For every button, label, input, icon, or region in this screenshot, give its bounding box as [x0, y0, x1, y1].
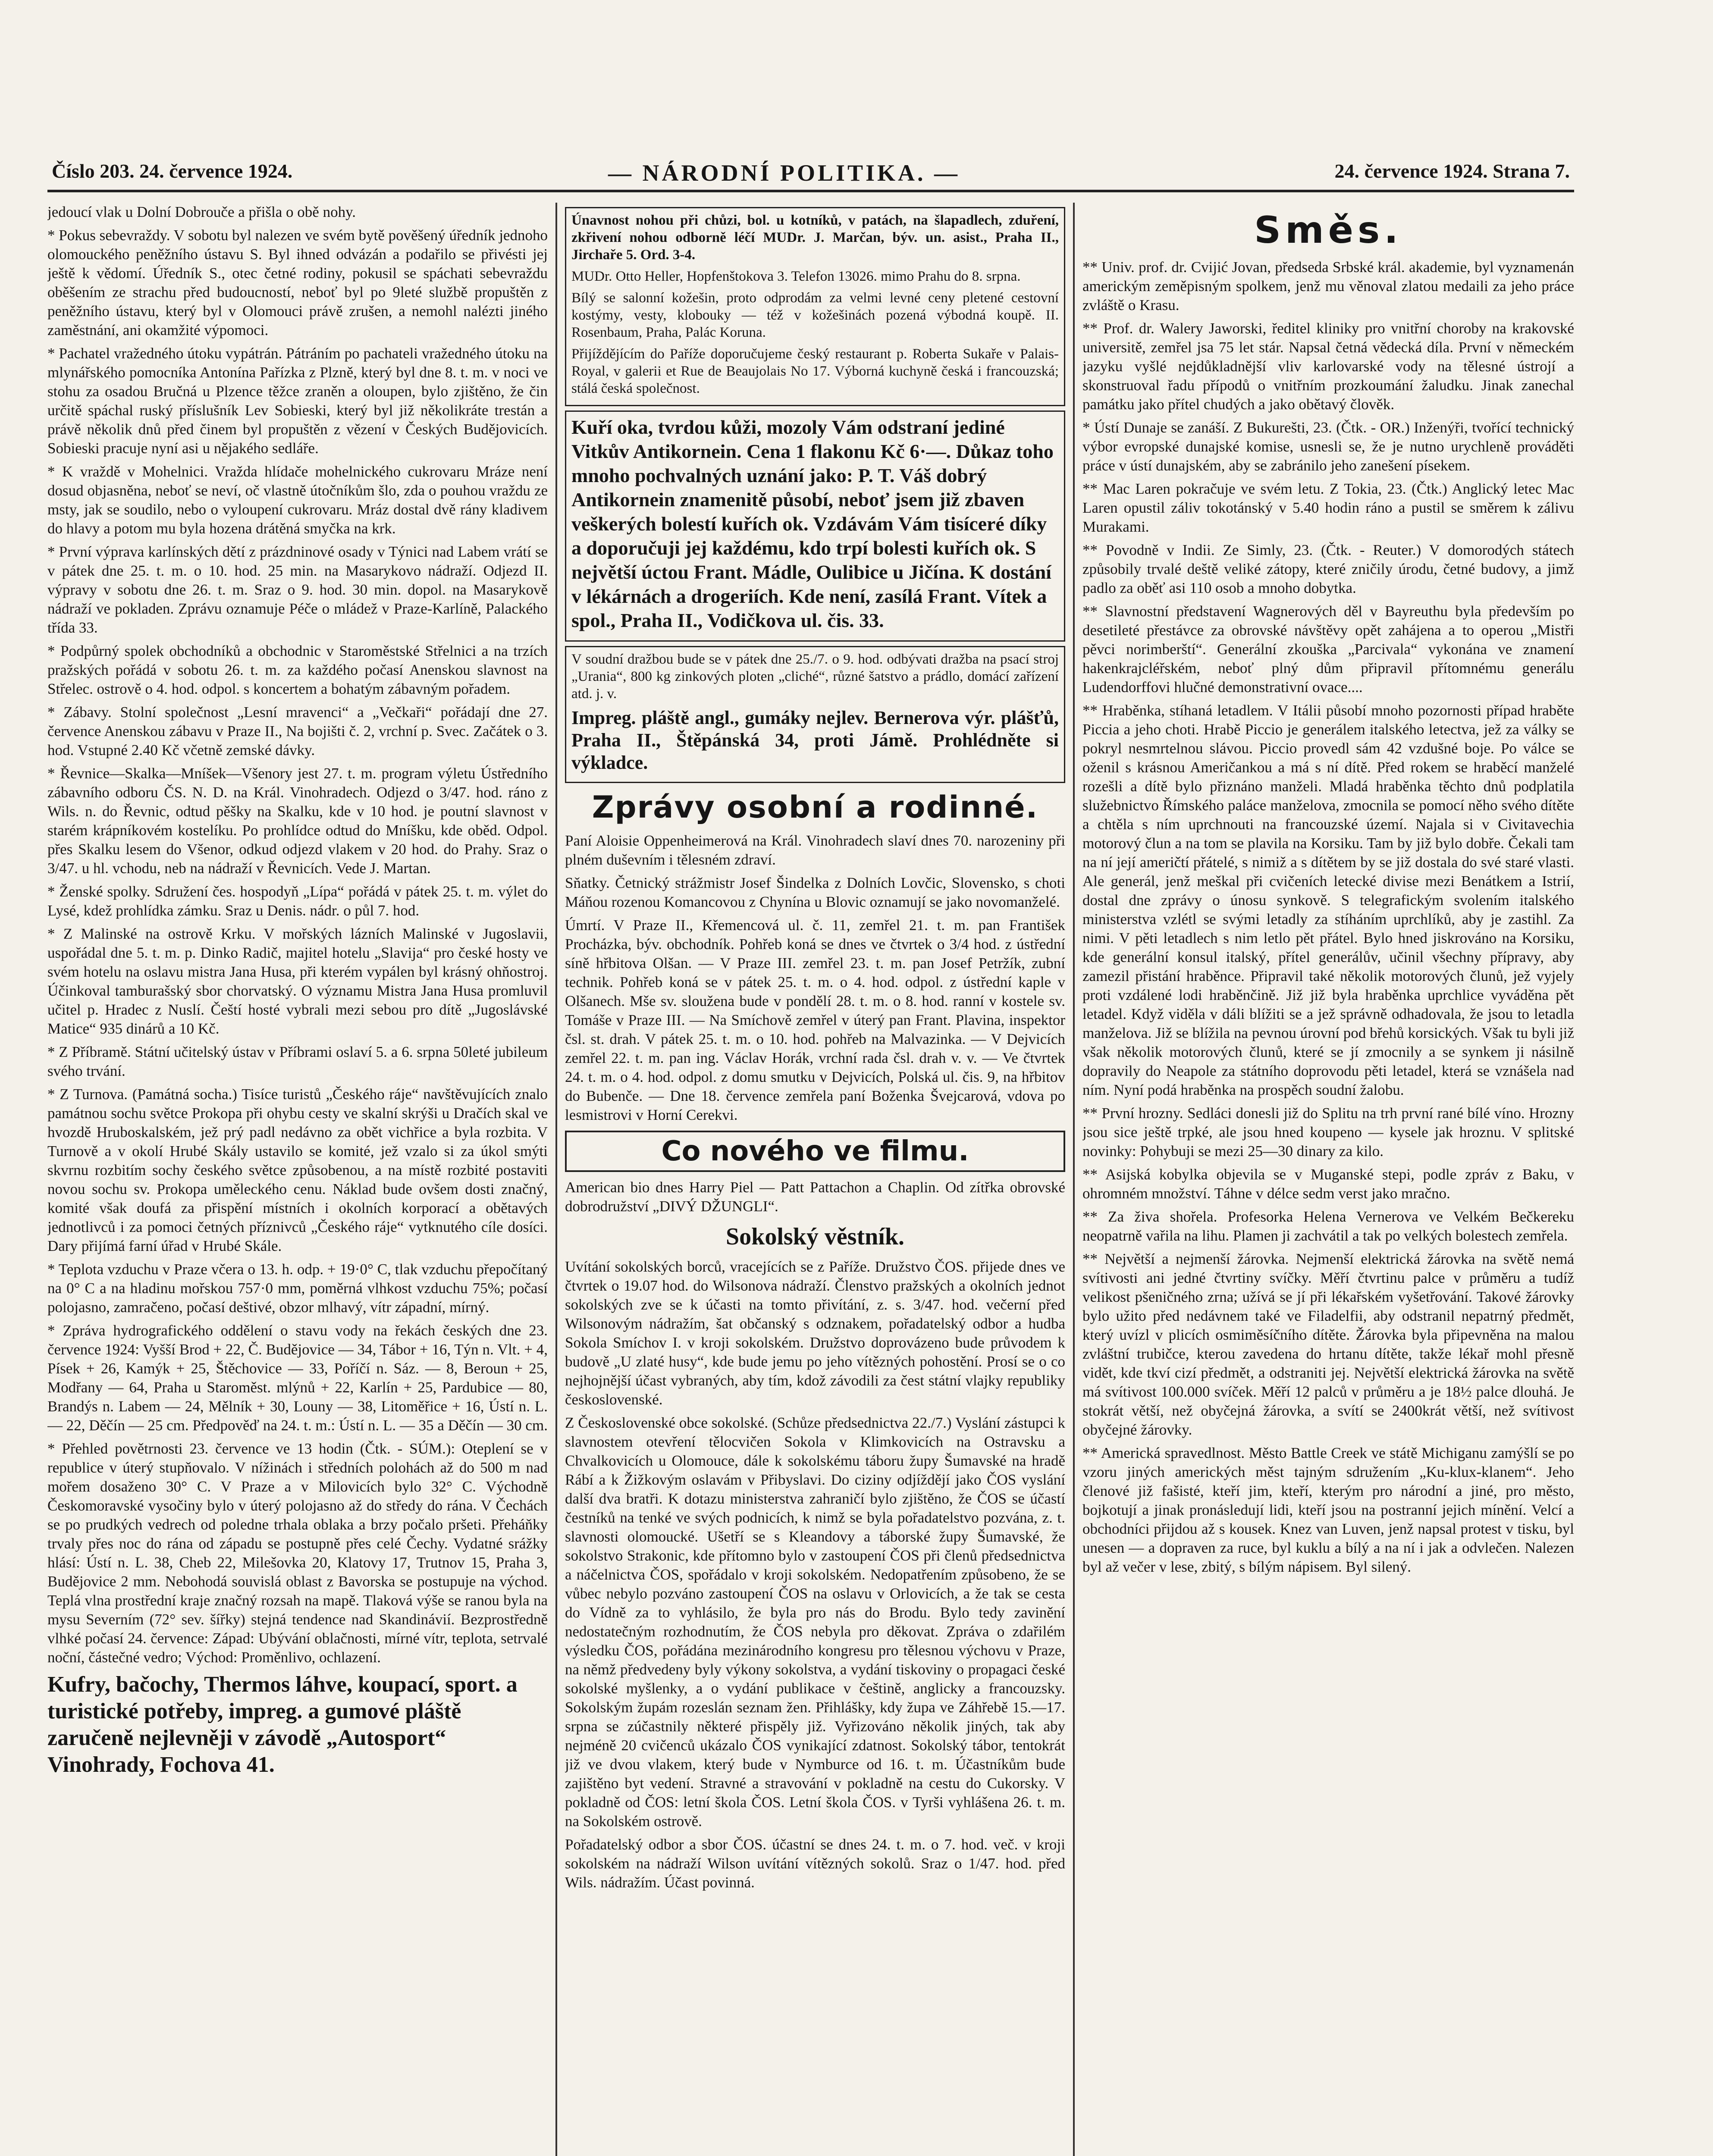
article: * Řevnice—Skalka—Mníšek—Všenory jest 27. t. m. program výletu Ústředního zábavního odboru ČS. N. D. na Král. Vinohradech. Odjezd o 3/47. hod. ráno z Wils. n. do Řevnic, odtud pěšky na Skalku, kde v 10 hod. je poutní slavnost v starém krápníkovém kostelíku. Po prohlídce odtud do Mníšku, kde oběd. Odpol. přes Skalku lesem do Všenor, odkud odjezd vlakem v 20 hod. do Prahy. Sraz o 3/47. u hl. vchodu, neb na nádraží v Řevnicích. Vede J. Martan.: [47, 765, 548, 877]
column-rule: [1073, 203, 1075, 2156]
article: * Z Příbramě. Státní učitelský ústav v Příbrami oslaví 5. a 6. srpna 50leté jubileum svého trvání.: [47, 1044, 548, 1079]
classified-ads: [565, 646, 1065, 783]
article: ** Americká spravedlnost. Město Battle Creek ve státě Michiganu zamýšlí se po vzoru jiných amerických měst tajným sdružením „Ku-klux-klanem“. Jeho členové již fašisté, kteří jim, kteří, kterým pro národní a jiné, pro město, bojkotují a jinak pronásledují lidi, kteří jsou na postranní jejich mínění. Velcí a obchodníci přijdou až s kousek. Knez van Luven, jenž napsal protest v tisku, byl unesen — a dopraven za ruce, byl kuklu a bílý a na ní i jak a odvlečen. Nalezen byl až večer v lese, zbitý, s bílým nápisem. Byl silený.: [1082, 1445, 1574, 1575]
article: * První výprava karlínských dětí z prázdninové osady v Týnici nad Labem vrátí se v pátek dne 25. t. m. o 10. hod. 25 min. na Masarykovo nádraží. Odjezd II. výpravy v sobotu dne 26. t. m. Sraz o 9. hod. 30 min. dopol. na Masarykově nádraží ve pokladen. Zprávu oznamuje Péče o mládež v Praze-Karlíně, Palackého třída 33.: [47, 543, 548, 636]
issue-info: Číslo 203. 24. července 1924.: [52, 160, 293, 182]
article: American bio dnes Harry Piel — Patt Pattachon a Chaplin. Od zítřka obrovské dobrodružství „DIVÝ DŽUNGLI“.: [565, 1179, 1065, 1215]
newspaper-page: [47, 155, 1574, 2156]
advertisement-antikornein: [565, 411, 1065, 642]
article: ** Mac Laren pokračuje ve svém letu. Z Tokia, 23. (Čtk.) Anglický letec Mac Laren opustil záliv tokotánský v 5.40 hodin ráno a pustil se směrem k zálivu Murakami.: [1082, 480, 1574, 535]
article: * K vraždě v Mohelnici. Vražda hlídače mohelnického cukrovaru Mráze není dosud objasněna, neboť se neví, oč vlastně útočníkům šlo, zda o pouhou vraždu ze msty, jak se soudilo, nebo o vyloupení cukrovaru. Mráz dostal dvě rány kladivem do hlavy a potom mu byla hozena drátěná smyčka na krk.: [47, 463, 548, 537]
classified-ad: MUDr. Otto Heller, Hopfenštokova 3. Telefon 13026. mimo Prahu do 8. srpna.: [571, 269, 1021, 284]
article: Úmrtí. V Praze II., Křemencová ul. č. 11, zemřel 21. t. m. pan František Procházka, býv. obchodník. Pohřeb koná se dnes ve čtvrtek o 3/4 hod. z ústřední síně hřbitova Olšan. — V Praze III. zemřel 23. t. m. pan Josef Petržík, zubní technik. Pohřeb koná se v pátek 25. t. m. o 4. hod. odpol. z ústřední kaple v Olšanech. Mše sv. sloužena bude v pondělí 28. t. m. o 8. hod. ranní v kostele sv. Tomáše v Praze III. — Na Smíchově zemřel v úterý pan Frant. Plavina, inspektor čsl. st. drah. V pátek 25. t. m. o 10. hod. pohřeb na Malvazinka. — V Dejvicích zemřel 22. t. m. pan ing. Václav Horák, vrchní rada čsl. drah v. v. — Ve čtvrtek 24. t. m. o 4. hod. odpol. z domu smutku v Dejvicích, Polská ul. čis. 9, na hřbitov do Bubenče. — Dne 18. července zemřela paní Boženka Švejcarová, vdova po lesmistrovi v Horní Cerekvi.: [565, 917, 1065, 1123]
article: Pořadatelský odbor a sbor ČOS. účastní se dnes 24. t. m. o 7. hod. več. v kroji sokolském na nádraží Wilson uvítání vítězných sokolů. Sraz o 1/47. hod. před Wils. nádražím. Účast povinná.: [565, 1836, 1065, 1891]
classified-ad: Bílý se salonní kožešin, proto odprodám za velmi levné ceny pletené cestovní kostýmy, vesty, klobouky — též v kožešinách pozená výbodná koupě. II. Rosenbaum, Praha, Palác Koruna.: [571, 290, 1059, 340]
article: ** Slavnostní představení Wagnerových děl v Bayreuthu byla především po desetileté přestávce za obrovské návštěvy opět zahájena a to operou „Mistři pěvci norimberští“. Generální zkouška „Parcivala“ vykonána ve znamení hakenkrajcléřském, neboť plný dům připravil přítomnému generálu Ludendorffovi hlučné demonstrativní ovace....: [1082, 603, 1574, 696]
article: ** Asijská kobylka objevila se v Muganské stepi, podle zpráv z Baku, v ohromném množství. Táhne v délce sedm verst jako mračno.: [1082, 1166, 1574, 1202]
article: * Z Malinské na ostrově Krku. V mořských lázních Malinské v Jugoslavii, uspořádal dne 5. t. m. p. Dinko Radič, majitel hotelu „Slavija“ pro české hosty ve svém hotelu na oslavu mistra Jana Husa, při kterém vypálen byl krásný ohňostroj. Účinkoval tamburašský sbor chorvatský. O významu Mistra Jana Husa promluvil učitel p. Hradec z Nuslí. Čeští hosté vybrali mezi sebou pro dítě „Jugoslávské Matice“ 935 dinárů a 10 Kč.: [47, 925, 548, 1037]
section-heading-film: Co nového ve filmu.: [565, 1131, 1065, 1172]
ad-text: Kuří oka, tvrdou kůži, mozoly Vám odstraní jediné Vitkův Antikornein. Cena 1 flakonu Kč 6·—. Důkaz toho mnoho pochvalných uznání jako: P. T. Váš dobrý Antikornein znamenitě působí, neboť jsem již zbaven veškerých bolestí kuřích ok. Vzdávám Vám tisíceré díky a doporučuji jej každému, kdo trpí bolesti kuřích ok. S největší úctou Frant. Mádle, Oulibice u Jičína. K dostání v lékárnách a drogeriích. Kde není, zasílá Frant. Vítek a spol., Praha II., Vodičkova ul. čis. 33.: [571, 416, 1054, 631]
article: ** Za živa shořela. Profesorka Helena Vernerova ve Velkém Bečkereku neopatrně vařila na lihu. Plamen ji zachvátil a tak po velkých bolestech zemřela.: [1082, 1208, 1574, 1244]
article: * Pachatel vražedného útoku vypátrán. Pátráním po pachateli vražedného útoku na mlynářského pomocníka Antonína Pařízka z Plzně, který byl dne 8. t. m. v noci ve stohu za osadou Bručná u Plzence těžce zraněn a oloupen, bylo zjištěno, že čin určitě spáchal ruský příslušník Lev Sobieski, který byl již několikráte trestán a právě několik dnů před činem byl propuštěn z vězení v Českých Budějovicích. Sobieski pracuje nyní asi u nějakého sedláře.: [47, 345, 548, 457]
article: Uvítání sokolských borců, vracejících se z Paříže. Družstvo ČOS. přijede dnes ve čtvrtek o 19.07 hod. do Wilsonova nádraží. Členstvo pražských a okolních jednot sokolských zve se k účasti na tomto přivítání, z. s. 3/47. hod. večerní před Wilsonovým nádražím, šat občanský s odznakem, pořadatelský odbor a hudba Sokola Smíchov I. v kroji sokolském. Družstvo doprovázeno bude průvodem k budově „U zlaté husy“, kde bude jemu po jeho vítězných pohostění. Prosí se o co nejhojnější účast vybraných, aby tím, kdož závodili za čest státní vlajky republiky československé.: [565, 1258, 1065, 1408]
article: ** První hrozny. Sedláci donesli již do Splitu na trh první rané bílé víno. Hrozny jsou sice ještě trpké, ale jsou hned koupeno — kysele jak hroznu. V splitské novinky: Pohybuji se mezi 25—30 dinary za kilo.: [1082, 1105, 1574, 1159]
article: * Pokus sebevraždy. V sobotu byl nalezen ve svém bytě pověšený úředník jednoho olomouckého peněžního ústavu S. Byl ihned odvázán a podařilo se přivésti jej ještě k vědomí. Úředník S., otec četné rodiny, pokusil se spáchati sebevraždu oběšením ze strachu před budoucností, neboť byl po 9leté službě propuštěn z peněžního ústavu, který byl v Olomouci právě zrušen, a nemohl nalézti jiného zaměstnání, ani okamžité výpomoci.: [47, 227, 548, 338]
article: Sňatky. Četnický strážmistr Josef Šindelka z Dolních Lovčic, Slovensko, s choti Máňou rozenou Komancovou z Chynína u Blovic oznamují se jako novomanželé.: [565, 874, 1065, 910]
masthead: [47, 155, 1574, 192]
section-heading-sokol: Sokolský věstník.: [726, 1223, 904, 1250]
article: * Zábavy. Stolní společnost „Lesní mravenci“ a „Večkaři“ pořádají dne 27. července Anenskou zábavu v Praze II., Na bojišti č. 2, vrchní p. Svec. Začátek o 3. hod. Vstupné 2.40 Kč včetně zemské dávky.: [47, 704, 548, 758]
article: * Teplota vzduchu v Praze včera o 13. h. odp. + 19·0° C, tlak vzduchu přepočítaný na 0° C a na hladinu mořskou 757·0 mm, poměrná vlhkost vzduchu 75%; počasí polojasno, zamračeno, počasí deštivé, obzor mlhavý, vítr západní, mírný.: [47, 1261, 548, 1316]
article: ** Prof. dr. Walery Jaworski, ředitel kliniky pro vnitřní choroby na krakovské universitě, zemřel jsa 75 let stár. Napsal četná vědecká díla. První v německém jazyku vyšlé nejdůkladnější vliv karlovarské vody na tělesné ústrojí a skonstruoval řadu přípodů o vnitřním prozkoumání žaludku. Jinak zanechal památku jako přítel chudých a jako obětavý člověk.: [1082, 320, 1574, 413]
classified-ad: Impreg. pláště angl., gumáky nejlev. Bernerova výr. plášťů, Praha II., Štěpánská 34, proti Jámě. Prohlédněte si výkladce.: [571, 707, 1059, 773]
article: * Podpůrný spolek obchodníků a obchodnic v Staroměstské Střelnici a na trzích pražských pořádá v sobotu 26. t. m. za každého počasí Anenskou slavnost na Střelec. ostrově o 4. hod. odpol. s koncertem a bohatým zábavným pořadem.: [47, 642, 548, 697]
article: ** Největší a nejmenší žárovka. Nejmenší elektrická žárovka na světě nemá svítivosti ani jedné čtvrtiny svíčky. Měří čtvrtinu palce v průměru a tudíž velikost pšeničného zrna; užívá se jí při lékařském vyšetřování. Takové žárovky bylo užito před nedávnem také ve Filadelfii, aby odstranil nepatrný předmět, který uvízl v plicích osmiměsíčního dítěte. Žárovka byla připevněna na malou zvláštní trubičce, kterou zavedena do hrtanu dítěte, takže lékař mohl přesně vidět, kde tkví cizí předmět, a odstraniti jej. Největší elektrická žárovka na světě má svítivost 100.000 svíček. Měří 12 palců v průměru a je 18½ palce dlouhá. Je stokrát větší, než obyčejná žárovka, a svítí se 2400krát větší, než svítivost obyčejné žárovky.: [1082, 1250, 1574, 1438]
classified-ad: Přijíždějícím do Paříže doporučujeme český restaurant p. Roberta Sukaře v Palais-Royal, v galerii et Rue de Beaujolais No 17. Výborná kuchyně česká i francouzská; stálá česká společnost.: [571, 346, 1059, 396]
article: * Ženské spolky. Sdružení čes. hospodyň „Lípa“ pořádá v pátek 25. t. m. výlet do Lysé, kdež prohlídka zámku. Sraz u Denis. nádr. o půl 7. hod.: [47, 883, 548, 919]
article: * Zpráva hydrografického oddělení o stavu vody na řekách českých dne 23. července 1924: Vyšší Brod + 22, Č. Budějovice — 34, Tábor + 16, Týn n. Vlt. + 4, Písek + 26, Kamýk + 25, Štěchovice — 33, Poříčí n. Sáz. — 8, Beroun + 25, Modřany — 64, Praha u Staroměst. mlýnů + 22, Karlín + 25, Pardubice — 80, Brandýs n. Labem — 24, Mělník + 30, Louny — 38, Litoměřice + 16, Ústí n. L. — 22, Děčín — 25 cm. Předpověď na 24. t. m.: Ústí n. L. — 35 a Děčín — 30 cm.: [47, 1322, 548, 1434]
article: * Ústí Dunaje se zanáší. Z Bukurešti, 23. (Čtk. - OR.) Inženýři, tvořící technický výbor evropské dunajské komise, usnesli se, že je nutno urychleně prováděti práce v ústí dunajském, aby se zabránilo jeho zanešení písekem.: [1082, 419, 1574, 474]
article: jedoucí vlak u Dolní Dobrouče a přišla o obě nohy.: [47, 204, 356, 220]
classified-ads: [565, 207, 1065, 406]
article: * Přehled povětrnosti 23. července ve 13 hodin (Čtk. - SÚM.): Oteplení se v republice v úterý stupňovalo. V nížinách i středních polohách až do 500 m nad mořem dosaženo 30° C. V Praze a v Milovicích bylo 32° C. Východně Českomoravské vysočiny bylo v úterý polojasno až do středy do rána. V Čechách se po prudkých vedrech od poledne trhala oblaka a brzy počalo pršeti. Přeháňky trvaly přes noc do rána od západu se postupně přes celé Čechy. Vydatné srážky hlásí: Ústí n. L. 38, Cheb 22, Milešovka 20, Klatovy 17, Trutnov 15, Praha 3, Budějovice 2 mm. Nebohodá souvislá oblast z Bavorska se postupuje na východ. Teplá vlna prostřední kraje značný rozsah na mapě. Tlaková výše se ranou byla na mysu Severním (72° sev. šířky) stejná tendence nad Skandinávií. Bezprostředně vlhké počasí 24. července: Západ: Ubývání oblačnosti, mírné vítr, teplota, setrvalé noční, částečné vedro; Východ: Proměnlivo, ochlazení.: [47, 1440, 548, 1666]
article: * Z Turnova. (Památná socha.) Tisíce turistů „Českého ráje“ navštěvujících znalo památnou sochu světce Prokopa při ohybu cesty ve skalní skrýši u Dračích skal ve hvozdě Hruboskalském, jež prý padl nedávno za obět vichřice a byla rozbita. V Turnově a v okolí Hrubé Skály ustavilo se komité, jež vzalo si za úkol smýti skvrnu rozbitím sochy českého světce způsobenou, a na místě rozbité postaviti novou sochu sv. Prokopa uměleckého cenu. Náklad bude ovšem dosti značný, komité však doufá za přispění místních i okolních korporací a obětavých jednotlivců i za pomoci četných příznivců „Českého ráje“ vytknutého cíle dosíci. Dary přijímá farní úřad v Hrubé Skále.: [47, 1086, 548, 1254]
section-heading-personal: Zprávy osobní a rodinné.: [592, 790, 1038, 825]
article: Z Československé obce sokolské. (Schůze předsednictva 22./7.) Vyslání zástupci k slavnostem otevření tělocvičen Sokola v Klimkovicích na Ostravsku a Chvalkovicích u Olomouce, dále k sokolskému táboru župy Šumavské na hradě Rábí a k Žižkovým oslavám v Přibyslavi. Do ciziny odjíždějí jako ČOS vyslání další dva bratři. K dotazu ministerstva zahraničí bylo zjištěno, že ČOS se účastí čestníků na tenké ve svých podnicích, k nimž se byla pořadatelstvo pozvána, z. t. slavnosti olomoucké. Ušetří se s Kleandovy a táborské župy Šumavské, že sokolstvo Strakonic, kde přítomno bylo v zastoupení ČOS při členů předsednictva a náčelnictva ČOS, spořádalo v kroji sokolském. Nedopatřením způsobeno, že se vůbec nebylo pozváno zastoupení ČOS na oslavu v Orlovicích, a že tak se cesta do Vídně za to vyhlásilo, že byla pro nás do Brodu. Bylo tedy zavinění nedostatečným rozhodnutím, že ČOS nebyla pro děkovat. Zpráva o zdařilém výsledku ČOS, pořádána mezinárodního kongresu pro tělesnou výchovu v Praze, na němž předvedeny byly výkony sokolstva, a vydání tiskoviny o propagaci české sokolské myšlenky, a o vydání publikace v češtině, anglicky a francouzsky. Sokolským župám rozeslán seznam žen. Přihlášky, kdy župa ve Záhřebě 15.—17. srpna se zúčastnily některé přispěly již. Vyřizováno několik jiných, tak aby nejméně 20 cvičenců ukázalo ČOS vynikající zdatnost. Sokolský tábor, tentokrát již ve dvou vlakem, který bude v Nymburce od 16. t. m. Účastníkům bude zajištěno byt vedení. Stravné a stravování v pokladně na cestu do Cukorsky. V pokladně od ČOS: letní škola ČOS. Letní škola ČOS. v Tyrši vyhlášena 26. t. m. na Sokolském ostrově.: [565, 1414, 1065, 1830]
classified-ad: V soudní dražbou bude se v pátek dne 25./7. o 9. hod. odbývati dražba na psací stroj „Urania“, 800 kg zinkových ploten „cliché“, různé šatstvo a prádlo, domácí zařízení atd. j. v.: [571, 652, 1059, 702]
section-heading-smes: Směs.: [1254, 209, 1402, 252]
advertisement-autosport: Kufry, bačochy, Thermos láhve, koupací, sport. a turistické potřeby, impreg. a gumové pláště zaručeně nejlevněji v závodě „Autosport“ Vinohrady, Fochova 41.: [47, 1672, 518, 1777]
page-info: 24. července 1924. Strana 7.: [1334, 160, 1570, 182]
classified-ad: Únavnost nohou při chůzi, bol. u kotníků, v patách, na šlapadlech, zduření, zkřivení nohou odborně léčí MUDr. J. Marčan, býv. un. asist., Praha II., Jirchaře 5. Ord. 3-4.: [571, 213, 1059, 263]
column-1: [47, 203, 548, 2156]
column-rule: [555, 203, 557, 2156]
article: Paní Aloisie Oppenheimerová na Král. Vinohradech slaví dnes 70. narozeniny při plném duševním i tělesném zdraví.: [565, 832, 1065, 868]
article: ** Povodně v Indii. Ze Simly, 23. (Čtk. - Reuter.) V domorodých státech způsobily trvalé deště veliké zátopy, které zničily úrodu, četné budovy, a jimž padlo za oběť asi 110 osob a mnoho dobytka.: [1082, 542, 1574, 596]
column-3: [1082, 203, 1574, 2156]
article: ** Univ. prof. dr. Cvijić Jovan, předseda Srbské král. akademie, byl vyznamenán americkým zeměpisným spolkem, jenž mu věnoval zlatou medaili za jeho práce zvláště o Krasu.: [1082, 259, 1574, 313]
newspaper-title: — NÁRODNÍ POLITIKA. —: [608, 160, 960, 186]
column-2: [565, 203, 1065, 2156]
article: ** Hraběnka, stíhaná letadlem. V Itálii působí mnoho pozornosti případ hraběte Piccia a jeho choti. Hrabě Piccio je generálem italského letectva, jež za války se pokryl nesmrtelnou slávou. Piccio provedl sám 42 vzdušné boje. Po válce se oženil s krásnou Američankou a má s ní dítě. Před rokem se hraběcí manželé rozešli a dítě bylo přiznáno manželi. Mladá hraběnka těchto dnů podplatila služebnictvo Římského paláce manželova, zmocnila se pomocí něho svého dítěte a chtěla s ním uprchnouti na francouzské území. Najala si v Civitavechia motorový člun a na tom se plavila na Korsiku. Tam by již bylo dobře. Čekali tam na ní její američtí přátelé, s nimiž a s dítětem by se již dostala do své staré vlasti. Ale generál, jenž meškal při cvičeních letecké divise mezi Benátkem a Istrií, dostal dne zprávy o únosu synkově. S telegrafickým svolením italského ministerstva vzlétl se svými letadly za stíháním uprchlíků, aby je zastihl. Za nimi. V pěti letadlech s nim letlo pět přátel. Bylo hned jiskrováno na Korsiku, kde generální konsul italský, přítel generálův, učinil všechny přípravy, aby zamezil přistání hraběnce. Připravil také několik motorových člunů, jež vyjely proti vzdálené lodi hraběnčině. Již již byla hraběnka uprchlice vyváděna pět letadel. Když viděla v dáli blížiti se a jež správně odhadovala, že jsou to letadla manželova. Již se blížila na pevnou úrovní pod břehů korsických. Však tu byli již však několik motorových člunů, které se jí zmocnily a se synkem ji násilně dopravily do Neapole za státního doprovodu pěti letadel, která se vznášela nad ním. Nyní podá hraběnka na prospěch soudní žalobu.: [1082, 702, 1574, 1098]
